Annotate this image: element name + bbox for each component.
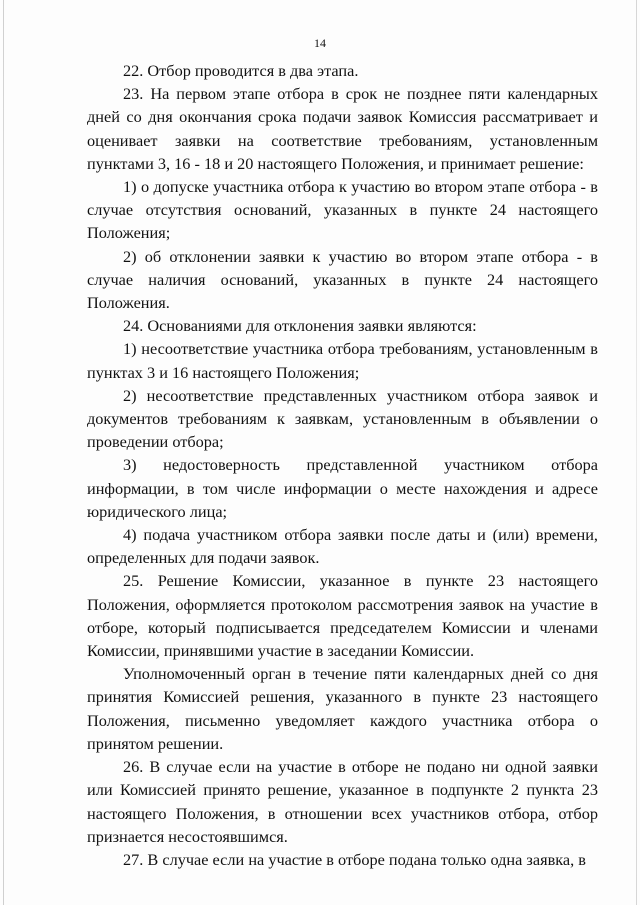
paragraph-25-notice: Уполномоченный орган в течение пяти календарных дней со дня принятия Комиссией решения, указанного в пункте 23 настоящего Положения, письменно уведомляет каждого участника отбора о принятом решении. xyxy=(87,664,598,753)
paragraph-24-item-4: 4) подача участником отбора заявки после даты и (или) времени, определенных для подачи заявок. xyxy=(87,525,598,568)
scan-edge-right xyxy=(636,0,637,905)
paragraph-24-item-3: 3) недостоверность представленной участником отбора информации, в том числе информации о месте нахождения и адресе юридического лица; xyxy=(87,455,598,521)
paragraph-23-item-1: 1) о допуске участника отбора к участию во втором этапе отбора - в случае отсутствия оснований, указанных в пункте 24 настоящего Положения; xyxy=(87,177,598,243)
paragraph-26: 26. В случае если на участие в отборе не подано ни одной заявки или Комиссией принято решение, указанное в подпункте 2 пункта 23 настоящего Положения, в отношении всех участников отбора, отбор признается несостоявшимся. xyxy=(87,757,598,846)
paragraph-23: 23. На первом этапе отбора в срок не позднее пяти календарных дней со дня окончания срока подачи заявок Комиссия рассматривает и оценивает заявки на соответствие требованиям, установленным пунктами 3, 16 - 18 и 20 настоящего Положения, и принимает решение: xyxy=(87,84,598,173)
paragraph-24-item-2: 2) несоответствие представленных участником отбора заявок и документов требованиям к заявкам, установленным в объявлении о проведении отбора; xyxy=(87,385,598,452)
scan-edge-left xyxy=(3,0,4,905)
paragraph-27: 27. В случае если на участие в отборе подана только одна заявка, в xyxy=(123,849,586,869)
paragraph-23-item-2: 2) об отклонении заявки к участию во втором этапе отбора - в случае наличия оснований, указанных в пункте 24 настоящего Положения. xyxy=(87,246,598,313)
paragraph-24: 24. Основаниями для отклонения заявки являются: xyxy=(123,316,477,336)
paragraph-25: 25. Решение Комиссии, указанное в пункте 23 настоящего Положения, оформляется протоколом рассмотрения заявок на участие в отборе, который подписывается председателем Комиссии и членами Комиссии, принявшими участие в заседании Комиссии. xyxy=(87,571,598,661)
page-number: 14 xyxy=(314,36,326,50)
document-body xyxy=(87,59,598,871)
paragraph-24-item-1: 1) несоответствие участника отбора требованиям, установленным в пунктах 3 и 16 настоящего Положения; xyxy=(87,339,598,382)
paragraph-22: 22. Отбор проводится в два этапа. xyxy=(123,61,359,80)
